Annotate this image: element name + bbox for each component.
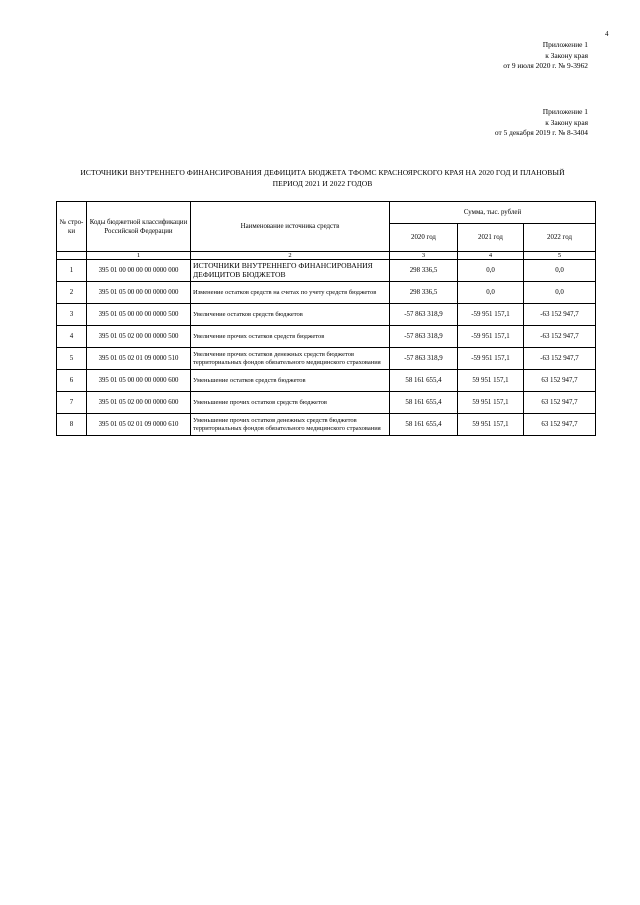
row-number: 4: [57, 326, 87, 348]
column-number: 1: [87, 252, 191, 260]
appendix-previous-date: от 5 декабря 2019 г. № 8-3404: [494, 128, 588, 137]
document-title: [40, 167, 605, 189]
row-number: 2: [57, 282, 87, 304]
row-value-2022: 0,0: [524, 282, 596, 304]
column-number: 5: [524, 252, 596, 260]
document-title-line-2: ПЕРИОД 2021 И 2022 ГОДОВ: [272, 179, 373, 188]
row-value-2020: -57 863 318,9: [390, 304, 458, 326]
row-value-2020: 58 161 655,4: [390, 414, 458, 436]
row-number: 7: [57, 392, 87, 414]
row-number: 6: [57, 370, 87, 392]
row-value-2020: -57 863 318,9: [390, 326, 458, 348]
row-name: Изменение остатков средств на счетах по учету средств бюджетов: [191, 282, 390, 304]
row-code: 395 01 00 00 00 00 0000 000: [87, 260, 191, 282]
row-value-2020: -57 863 318,9: [390, 348, 458, 370]
appendix-current-date: от 9 июля 2020 г. № 9-3962: [503, 61, 588, 70]
column-number: [57, 252, 87, 260]
row-value-2020: 58 161 655,4: [390, 370, 458, 392]
appendix-previous-law: к Закону края: [545, 117, 588, 127]
row-value-2021: -59 951 157,1: [458, 326, 524, 348]
row-name: Увеличение остатков средств бюджетов: [191, 304, 390, 326]
row-value-2021: -59 951 157,1: [458, 348, 524, 370]
header-row-number: № стро- ки: [57, 202, 87, 252]
row-value-2021: 59 951 157,1: [458, 392, 524, 414]
row-value-2021: 59 951 157,1: [458, 414, 524, 436]
row-number: 5: [57, 348, 87, 370]
financing-sources-table: [56, 201, 596, 436]
row-number: 8: [57, 414, 87, 436]
row-value-2022: 63 152 947,7: [524, 392, 596, 414]
column-numbers-row: [57, 252, 596, 260]
row-name: Увеличение прочих остатков денежных средств бюджетов территориальных фондов обязательного медицинского страхования: [191, 348, 390, 370]
header-year-2021: 2021 год: [458, 224, 524, 252]
header-sum: Сумма, тыс. рублей: [390, 202, 596, 224]
row-name: ИСТОЧНИКИ ВНУТРЕННЕГО ФИНАНСИРОВАНИЯ ДЕФИЦИТОВ БЮДЖЕТОВ: [191, 260, 390, 282]
row-value-2021: 59 951 157,1: [458, 370, 524, 392]
appendix-current-law: к Закону края: [545, 50, 588, 60]
row-value-2022: 0,0: [524, 260, 596, 282]
document-title-line-1: ИСТОЧНИКИ ВНУТРЕННЕГО ФИНАНСИРОВАНИЯ ДЕФИЦИТА БЮДЖЕТА ТФОМС КРАСНОЯРСКОГО КРАЯ НА 2020 ГОД И ПЛАНОВЫЙ: [80, 168, 565, 177]
row-value-2022: 63 152 947,7: [524, 414, 596, 436]
row-value-2022: 63 152 947,7: [524, 370, 596, 392]
row-value-2021: -59 951 157,1: [458, 304, 524, 326]
row-name: Уменьшение прочих остатков денежных средств бюджетов территориальных фондов обязательного медицинского страхования: [191, 414, 390, 436]
row-code: 395 01 05 02 00 00 0000 600: [87, 392, 191, 414]
table-row: [57, 304, 596, 326]
header-classification-code: Коды бюджетной классификации Российской Федерации: [87, 202, 191, 252]
row-code: 395 01 05 00 00 00 0000 600: [87, 370, 191, 392]
appendix-previous-title: Приложение 1: [542, 107, 588, 116]
appendix-current-title: Приложение 1: [542, 40, 588, 49]
table-row: [57, 414, 596, 436]
row-code: 395 01 05 02 01 09 0000 510: [87, 348, 191, 370]
row-name: Уменьшение прочих остатков средств бюджетов: [191, 392, 390, 414]
row-value-2020: 298 336,5: [390, 282, 458, 304]
table-row: [57, 260, 596, 282]
row-value-2022: -63 152 947,7: [524, 326, 596, 348]
row-value-2021: 0,0: [458, 282, 524, 304]
row-number: 1: [57, 260, 87, 282]
table-row: [57, 370, 596, 392]
row-value-2022: -63 152 947,7: [524, 304, 596, 326]
appendix-current: [503, 40, 588, 72]
row-value-2020: 58 161 655,4: [390, 392, 458, 414]
row-number: 3: [57, 304, 87, 326]
row-code: 395 01 05 02 00 00 0000 500: [87, 326, 191, 348]
column-number: 4: [458, 252, 524, 260]
row-value-2021: 0,0: [458, 260, 524, 282]
row-name: Уменьшение остатков средств бюджетов: [191, 370, 390, 392]
row-name: Увеличение прочих остатков средств бюджетов: [191, 326, 390, 348]
row-value-2022: -63 152 947,7: [524, 348, 596, 370]
row-code: 395 01 05 00 00 00 0000 000: [87, 282, 191, 304]
row-code: 395 01 05 00 00 00 0000 500: [87, 304, 191, 326]
table-row: [57, 326, 596, 348]
header-source-name: Наименование источника средств: [191, 202, 390, 252]
header-year-2020: 2020 год: [390, 224, 458, 252]
page-number: 4: [605, 30, 609, 38]
row-value-2020: 298 336,5: [390, 260, 458, 282]
table-row: [57, 282, 596, 304]
column-number: 2: [191, 252, 390, 260]
appendix-previous: [495, 107, 588, 139]
column-number: 3: [390, 252, 458, 260]
header-year-2022: 2022 год: [524, 224, 596, 252]
table-row: [57, 348, 596, 370]
table-row: [57, 392, 596, 414]
row-code: 395 01 05 02 01 09 0000 610: [87, 414, 191, 436]
